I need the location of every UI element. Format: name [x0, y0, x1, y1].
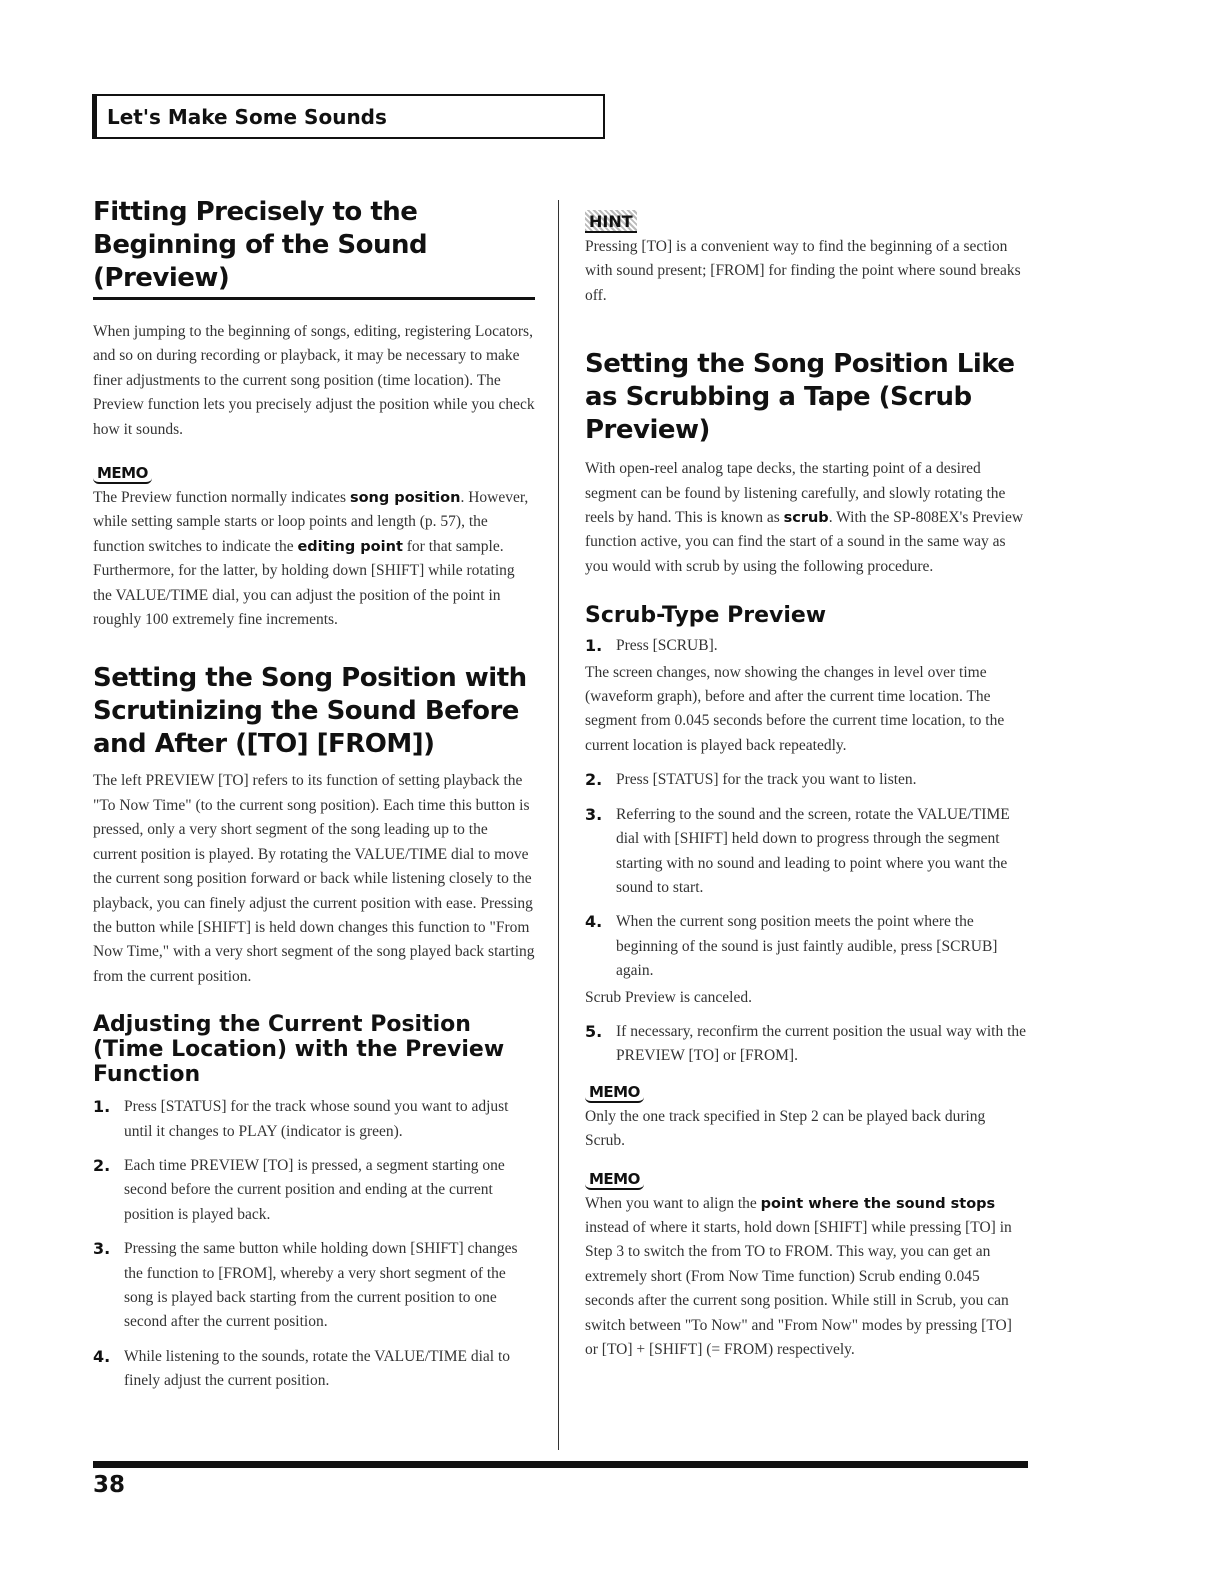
heading-fitting-precisely: Fitting Precisely to the Beginning of the Sound (Preview): [93, 196, 535, 300]
section-title: Let's Make Some Sounds: [107, 105, 387, 129]
memo-icon: MEMO: [585, 1083, 644, 1103]
list-item: 2. Each time PREVIEW [TO] is pressed, a segment starting one second before the current position and ending at the current position is played back.: [93, 1155, 505, 1223]
memo-text: The Preview function normally indicates song position. However, while setting sample starts or loop points and length (p. 57), the function switches to indicate the editing point for that sample. Furthermore, for the latter, by holding down [SHIFT] while rotating the VALUE/TIME dial, you can adjust the position of the point in roughly 100 extremely fine increments.: [93, 489, 529, 629]
adjust-steps: [93, 1095, 535, 1393]
hint-icon: HINT: [585, 210, 637, 233]
intro-paragraph: When jumping to the beginning of songs, editing, registering Locators, and so on during recording or playback, it may be necessary to make finer adjustments to the current song position (time location). The Preview function lets you precisely adjust the position while you check how it sounds.: [93, 323, 535, 438]
page-number: 38: [93, 1472, 126, 1498]
scrub-steps: [585, 634, 1028, 658]
heading-adjusting-position: Adjusting the Current Position (Time Location) with the Preview Function: [93, 1012, 505, 1088]
heading-scrub-type: Scrub-Type Preview: [585, 603, 827, 629]
list-item: 1. Press [SCRUB].: [585, 636, 718, 656]
scrub-steps-final: [585, 1020, 1028, 1069]
footer-rule: [93, 1461, 1028, 1468]
list-item: 5. If necessary, reconfirm the current position the usual way with the PREVIEW [TO] or [FROM].: [585, 1021, 1027, 1065]
step-note: The screen changes, now showing the changes in level over time (waveform graph), before and after the current time location. The segment from 0.045 seconds before the current time location, to the current location is played back repeatedly.: [585, 663, 1005, 754]
memo-text: When you want to align the point where the sound stops instead of where it starts, hold down [SHIFT] while pressing [TO] in Step 3 to switch the from TO to FROM. This way, you can get an extremely short (From Now Time function) Scrub ending 0.045 seconds after the current song position. While still in Scrub, you can switch between "To Now" and "From Now" modes by pressing [TO] or [TO] + [SHIFT] (= FROM) respectively.: [585, 1194, 1012, 1358]
to-from-paragraph: The left PREVIEW [TO] refers to its function of setting playback the "To Now Time" (to the current song position). Each time this button is pressed, only a very short segment of the song leading up to the current position is played. By rotating the VALUE/TIME dial to move the current song position forward or back while listening closely to the playback, you can finely adjust the current position with ease. Pressing the button while [SHIFT] is held down changes this function to "From Now Time," with a very short segment of the song played back starting from the current position.: [93, 772, 535, 985]
memo-block: [585, 1083, 1028, 1154]
scrub-paragraph: With open-reel analog tape decks, the starting point of a desired segment can be found by listening carefully, and slowly rotating the reels by hand. This is known as scrub. With the SP-808EX's Preview function active, you can find the start of a sound in the same way as you would with scrub by using the following procedure.: [585, 460, 1024, 575]
list-item: 4. While listening to the sounds, rotate the VALUE/TIME dial to finely adjust the current position.: [93, 1346, 511, 1390]
section-header: [92, 94, 605, 139]
heading-to-from: Setting the Song Position with Scrutinizing the Sound Before and After ([TO] [FROM]): [93, 663, 527, 760]
memo-icon: MEMO: [585, 1170, 644, 1190]
memo-text: Only the one track specified in Step 2 can be played back during Scrub.: [585, 1107, 986, 1150]
hint-block: [585, 210, 1028, 308]
right-column: [585, 210, 1028, 1362]
column-divider: [558, 200, 559, 1450]
scrub-steps-cont: [585, 768, 1028, 983]
list-item: 2. Press [STATUS] for the track you want to listen.: [585, 770, 917, 790]
list-item: 1. Press [STATUS] for the track whose sound you want to adjust until it changes to PLAY (indicator is green).: [93, 1097, 509, 1140]
list-item: 3. Pressing the same button while holding down [SHIFT] changes the function to [FROM], whereby a very short segment of the song is played back starting from the current position to one second after the current position.: [93, 1239, 518, 1331]
heading-scrub-preview: Setting the Song Position Like as Scrubbing a Tape (Scrub Preview): [585, 349, 1015, 446]
list-item: 4. When the current song position meets the point where the beginning of the sound is just faintly audible, press [SCRUB] again.: [585, 912, 998, 980]
memo-block: [585, 1170, 1028, 1363]
left-column: [93, 196, 535, 1404]
memo-block: [93, 464, 535, 632]
step-note: Scrub Preview is canceled.: [585, 988, 752, 1006]
hint-text: Pressing [TO] is a convenient way to find the beginning of a section with sound present; [FROM] for finding the point where sound breaks off.: [585, 238, 1021, 304]
list-item: 3. Referring to the sound and the screen, rotate the VALUE/TIME dial with [SHIFT] held down to progress through the segment starting with no sound and leading to point where you want the sound to start.: [585, 804, 1010, 896]
memo-icon: MEMO: [93, 464, 152, 484]
